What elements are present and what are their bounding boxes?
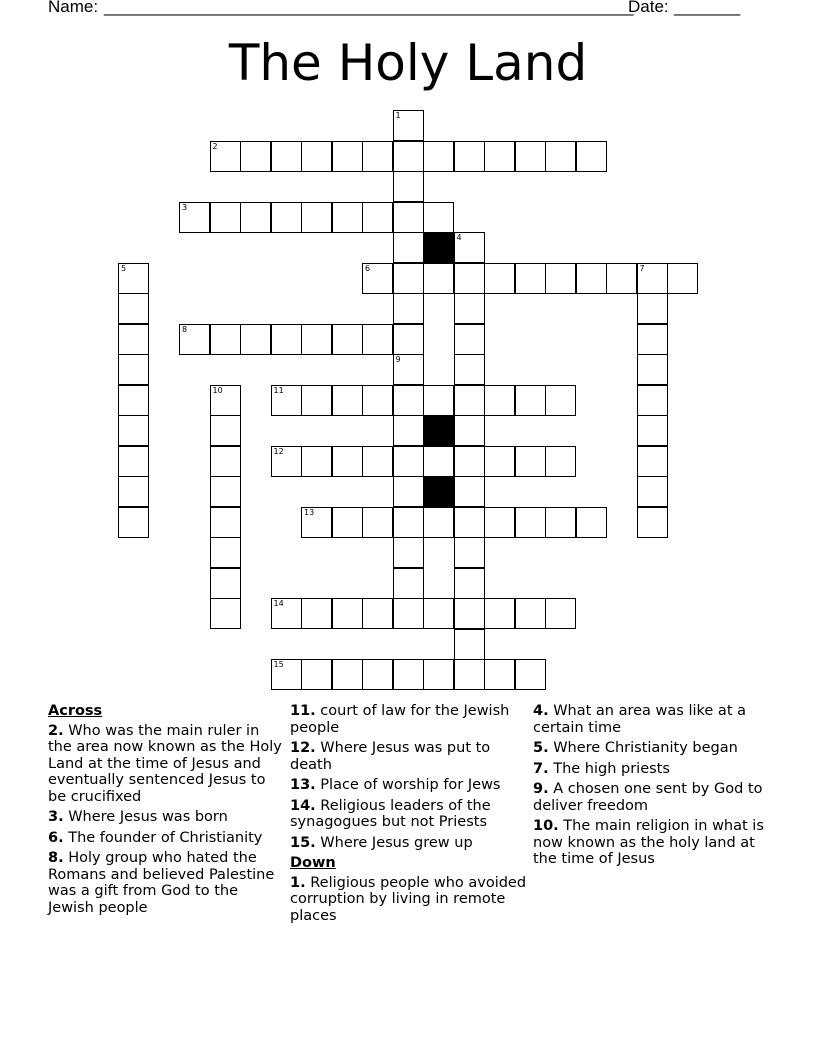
cell-number: 11 xyxy=(273,385,284,395)
crossword-cell[interactable] xyxy=(393,202,424,233)
clue-across-2 xyxy=(48,723,286,806)
crossword-cell[interactable] xyxy=(393,232,424,263)
crossword-cell[interactable] xyxy=(393,171,424,202)
crossword-cell[interactable] xyxy=(393,293,424,324)
crossword-cell[interactable] xyxy=(423,507,454,538)
crossword-cell[interactable] xyxy=(332,659,363,690)
crossword-cell[interactable] xyxy=(332,141,363,172)
crossword-cell[interactable] xyxy=(362,141,393,172)
crossword-cell[interactable] xyxy=(454,537,485,568)
crossword-cell[interactable] xyxy=(332,385,363,416)
clue-number: 12. xyxy=(290,740,316,756)
cell-number: 8 xyxy=(182,324,188,334)
crossword-cell[interactable] xyxy=(515,659,546,690)
clue-number: 8. xyxy=(48,850,64,866)
crossword-cell[interactable] xyxy=(423,598,454,629)
clue-down-5 xyxy=(533,740,771,757)
crossword-cell[interactable] xyxy=(332,507,363,538)
cell-number: 14 xyxy=(273,599,284,608)
clue-down-10 xyxy=(533,818,771,868)
crossword-cell[interactable] xyxy=(301,598,332,629)
clue-number: 4. xyxy=(533,703,549,719)
crossword-cell[interactable] xyxy=(454,232,485,263)
crossword-cell[interactable] xyxy=(271,598,302,629)
clue-across-15 xyxy=(290,835,528,852)
crossword-cell[interactable] xyxy=(423,141,454,172)
crossword-cell[interactable] xyxy=(637,476,668,507)
crossword-cell[interactable] xyxy=(301,446,332,477)
crossword-cell[interactable] xyxy=(606,263,637,294)
crossword-cell[interactable] xyxy=(210,324,241,355)
crossword-cell[interactable] xyxy=(484,263,515,294)
clue-number: 1. xyxy=(290,874,306,891)
black-square xyxy=(423,232,454,263)
clue-number: 10. xyxy=(533,818,559,834)
crossword-cell[interactable] xyxy=(271,446,302,477)
crossword-cell[interactable] xyxy=(210,385,241,416)
crossword-cell[interactable] xyxy=(484,385,515,416)
crossword-cell[interactable] xyxy=(454,385,485,416)
crossword-cell[interactable] xyxy=(484,141,515,172)
crossword-cell[interactable] xyxy=(454,263,485,294)
clue-number: 13. xyxy=(290,777,316,793)
crossword-cell[interactable] xyxy=(362,598,393,629)
crossword-cell[interactable] xyxy=(515,598,546,629)
crossword-cell[interactable] xyxy=(179,202,210,233)
cell-number: 2 xyxy=(212,141,218,151)
cell-number: 10 xyxy=(212,385,223,395)
crossword-cell[interactable] xyxy=(545,141,576,172)
clue-down-4 xyxy=(533,703,771,736)
clue-number: 14. xyxy=(290,797,316,814)
crossword-cell[interactable] xyxy=(423,446,454,477)
crossword-cell[interactable] xyxy=(393,110,424,141)
crossword-cell[interactable] xyxy=(576,507,607,538)
crossword-cell[interactable] xyxy=(210,568,241,599)
crossword-cell[interactable] xyxy=(118,293,149,324)
crossword-cell[interactable] xyxy=(301,507,332,538)
cell-number: 13 xyxy=(304,507,315,517)
clue-down-9 xyxy=(533,781,771,814)
crossword-cell[interactable] xyxy=(271,385,302,416)
clue-number: 11. xyxy=(290,703,316,719)
cell-number: 1 xyxy=(395,111,401,120)
crossword-cell[interactable] xyxy=(271,141,302,172)
puzzle-title: The Holy Land xyxy=(228,34,588,92)
crossword-cell[interactable] xyxy=(454,629,485,660)
crossword-cell[interactable] xyxy=(362,263,393,294)
clue-across-13 xyxy=(290,777,528,794)
crossword-cell[interactable] xyxy=(576,141,607,172)
clue-number: 5. xyxy=(533,740,549,756)
crossword-cell[interactable] xyxy=(210,507,241,538)
crossword-cell[interactable] xyxy=(362,446,393,477)
cell-number: 12 xyxy=(273,446,284,456)
clue-number: 3. xyxy=(48,809,64,825)
clue-text: court of law for the Jewish people xyxy=(290,703,510,736)
crossword-cell[interactable] xyxy=(515,385,546,416)
clue-text: The high priests xyxy=(553,760,670,777)
crossword-cell[interactable] xyxy=(301,202,332,233)
crossword-cell[interactable] xyxy=(301,324,332,355)
date-field[interactable]: _______ xyxy=(674,0,741,16)
crossword-cell[interactable] xyxy=(637,507,668,538)
crossword-cell[interactable] xyxy=(454,415,485,446)
clues-column-1 xyxy=(48,703,286,920)
crossword-cell[interactable] xyxy=(393,659,424,690)
crossword-cell[interactable] xyxy=(454,659,485,690)
crossword-cell[interactable] xyxy=(637,293,668,324)
crossword-cell[interactable] xyxy=(484,446,515,477)
crossword-cell[interactable] xyxy=(362,659,393,690)
crossword-cell[interactable] xyxy=(393,263,424,294)
crossword-cell[interactable] xyxy=(637,415,668,446)
clue-text: Where Jesus was born xyxy=(68,809,228,825)
clue-number: 15. xyxy=(290,834,316,851)
black-square xyxy=(423,415,454,446)
crossword-cell[interactable] xyxy=(362,385,393,416)
clue-number: 9. xyxy=(533,781,549,797)
crossword-cell[interactable] xyxy=(393,598,424,629)
crossword-cell[interactable] xyxy=(210,415,241,446)
cell-number: 7 xyxy=(639,263,645,273)
crossword-cell[interactable] xyxy=(454,293,485,324)
crossword-cell[interactable] xyxy=(393,507,424,538)
clues-column-3 xyxy=(533,703,771,872)
crossword-cell[interactable] xyxy=(332,202,363,233)
crossword-cell[interactable] xyxy=(454,446,485,477)
crossword-cell[interactable] xyxy=(545,507,576,538)
crossword-cell[interactable] xyxy=(454,324,485,355)
crossword-cell[interactable] xyxy=(332,446,363,477)
crossword-cell[interactable] xyxy=(393,568,424,599)
clue-down-7 xyxy=(533,761,771,778)
cell-number: 6 xyxy=(365,263,371,273)
crossword-cell[interactable] xyxy=(423,659,454,690)
crossword-cell[interactable] xyxy=(118,507,149,538)
crossword-cell[interactable] xyxy=(332,598,363,629)
cell-number: 3 xyxy=(182,202,188,212)
crossword-cell[interactable] xyxy=(454,598,485,629)
crossword-cell[interactable] xyxy=(301,659,332,690)
crossword-cell[interactable] xyxy=(393,446,424,477)
crossword-cell[interactable] xyxy=(210,476,241,507)
crossword-cell[interactable] xyxy=(118,476,149,507)
crossword-cell[interactable] xyxy=(271,324,302,355)
clue-text: The main religion in what is now known as the holy land at the time of Jesus xyxy=(533,818,764,867)
crossword-cell[interactable] xyxy=(210,141,241,172)
crossword-cell[interactable] xyxy=(118,446,149,477)
crossword-cell[interactable] xyxy=(454,354,485,385)
cell-number: 15 xyxy=(273,660,284,669)
crossword-cell[interactable] xyxy=(454,141,485,172)
date-label: Date: xyxy=(628,0,669,16)
clue-down-1 xyxy=(290,875,528,925)
across-heading: Across xyxy=(48,703,103,719)
crossword-cell[interactable] xyxy=(515,263,546,294)
clue-text: Where Jesus grew up xyxy=(320,834,473,851)
crossword-cell[interactable] xyxy=(637,263,668,294)
crossword-cell[interactable] xyxy=(423,263,454,294)
crossword-cell[interactable] xyxy=(271,202,302,233)
crossword-cell[interactable] xyxy=(637,324,668,355)
clue-text: Religious people who avoided corruption by living in remote places xyxy=(290,874,527,924)
crossword-cell[interactable] xyxy=(667,263,698,294)
clue-text: Where Jesus was put to death xyxy=(290,740,491,773)
clue-across-12 xyxy=(290,740,528,773)
crossword-cell[interactable] xyxy=(210,446,241,477)
crossword-cell[interactable] xyxy=(393,537,424,568)
name-field[interactable]: ________________________________________________________ xyxy=(104,0,634,16)
crossword-cell[interactable] xyxy=(484,507,515,538)
clue-across-3 xyxy=(48,809,286,826)
crossword-cell[interactable] xyxy=(362,507,393,538)
clue-across-11 xyxy=(290,703,528,736)
crossword-cell[interactable] xyxy=(576,263,607,294)
crossword-cell[interactable] xyxy=(423,202,454,233)
crossword-cell[interactable] xyxy=(118,263,149,294)
crossword-cell[interactable] xyxy=(393,415,424,446)
crossword-cell[interactable] xyxy=(545,446,576,477)
crossword-cell[interactable] xyxy=(637,385,668,416)
crossword-cell[interactable] xyxy=(545,385,576,416)
clue-across-14 xyxy=(290,798,528,831)
crossword-cell[interactable] xyxy=(210,537,241,568)
clues-column-2 xyxy=(290,703,528,928)
clue-text: The founder of Christianity xyxy=(68,829,263,846)
crossword-cell[interactable] xyxy=(362,324,393,355)
crossword-cell[interactable] xyxy=(210,202,241,233)
crossword-cell[interactable] xyxy=(240,324,271,355)
crossword-cell[interactable] xyxy=(393,385,424,416)
clue-across-8 xyxy=(48,850,286,916)
clue-text: What an area was like at a certain time xyxy=(533,703,746,736)
crossword-cell[interactable] xyxy=(118,385,149,416)
clue-text: Where Christianity began xyxy=(553,740,738,756)
cell-number: 9 xyxy=(395,355,401,364)
crossword-cell[interactable] xyxy=(210,598,241,629)
black-square xyxy=(423,476,454,507)
crossword-cell[interactable] xyxy=(332,324,363,355)
crossword-cell[interactable] xyxy=(271,659,302,690)
clue-text: Religious leaders of the synagogues but not Priests xyxy=(290,797,491,830)
crossword-cell[interactable] xyxy=(240,202,271,233)
crossword-cell[interactable] xyxy=(301,141,332,172)
cell-number: 4 xyxy=(456,233,462,242)
crossword-cell[interactable] xyxy=(118,415,149,446)
crossword-cell[interactable] xyxy=(515,446,546,477)
crossword-cell[interactable] xyxy=(454,507,485,538)
crossword-cell[interactable] xyxy=(515,507,546,538)
crossword-cell[interactable] xyxy=(240,141,271,172)
crossword-cell[interactable] xyxy=(393,141,424,172)
crossword-cell[interactable] xyxy=(637,446,668,477)
crossword-cell[interactable] xyxy=(484,659,515,690)
clue-text: A chosen one sent by God to deliver freedom xyxy=(533,781,763,814)
crossword-cell[interactable] xyxy=(393,324,424,355)
crossword-cell[interactable] xyxy=(545,598,576,629)
crossword-cell[interactable] xyxy=(301,385,332,416)
clue-text: Place of worship for Jews xyxy=(320,777,501,793)
crossword-cell[interactable] xyxy=(423,385,454,416)
crossword-cell[interactable] xyxy=(179,324,210,355)
crossword-cell[interactable] xyxy=(515,141,546,172)
clue-number: 7. xyxy=(533,760,549,777)
clue-text: Holy group who hated the Romans and believed Palestine was a gift from God to the Jewish people xyxy=(48,850,275,916)
clue-number: 2. xyxy=(48,722,64,739)
crossword-cell[interactable] xyxy=(393,354,424,385)
down-heading: Down xyxy=(290,855,336,871)
crossword-cell[interactable] xyxy=(454,476,485,507)
crossword-cell[interactable] xyxy=(545,263,576,294)
clue-text: Who was the main ruler in the area now known as the Holy Land at the time of Jesus and eventually sentenced Jesus to be crucifixed xyxy=(48,722,282,805)
crossword-cell[interactable] xyxy=(637,354,668,385)
clue-across-6 xyxy=(48,830,286,847)
crossword-cell[interactable] xyxy=(118,324,149,355)
crossword-cell[interactable] xyxy=(454,568,485,599)
crossword-cell[interactable] xyxy=(393,476,424,507)
name-label: Name: xyxy=(48,0,99,16)
crossword-cell[interactable] xyxy=(484,598,515,629)
crossword-cell[interactable] xyxy=(362,202,393,233)
crossword-cell[interactable] xyxy=(118,354,149,385)
clue-number: 6. xyxy=(48,829,64,846)
cell-number: 5 xyxy=(121,263,127,273)
